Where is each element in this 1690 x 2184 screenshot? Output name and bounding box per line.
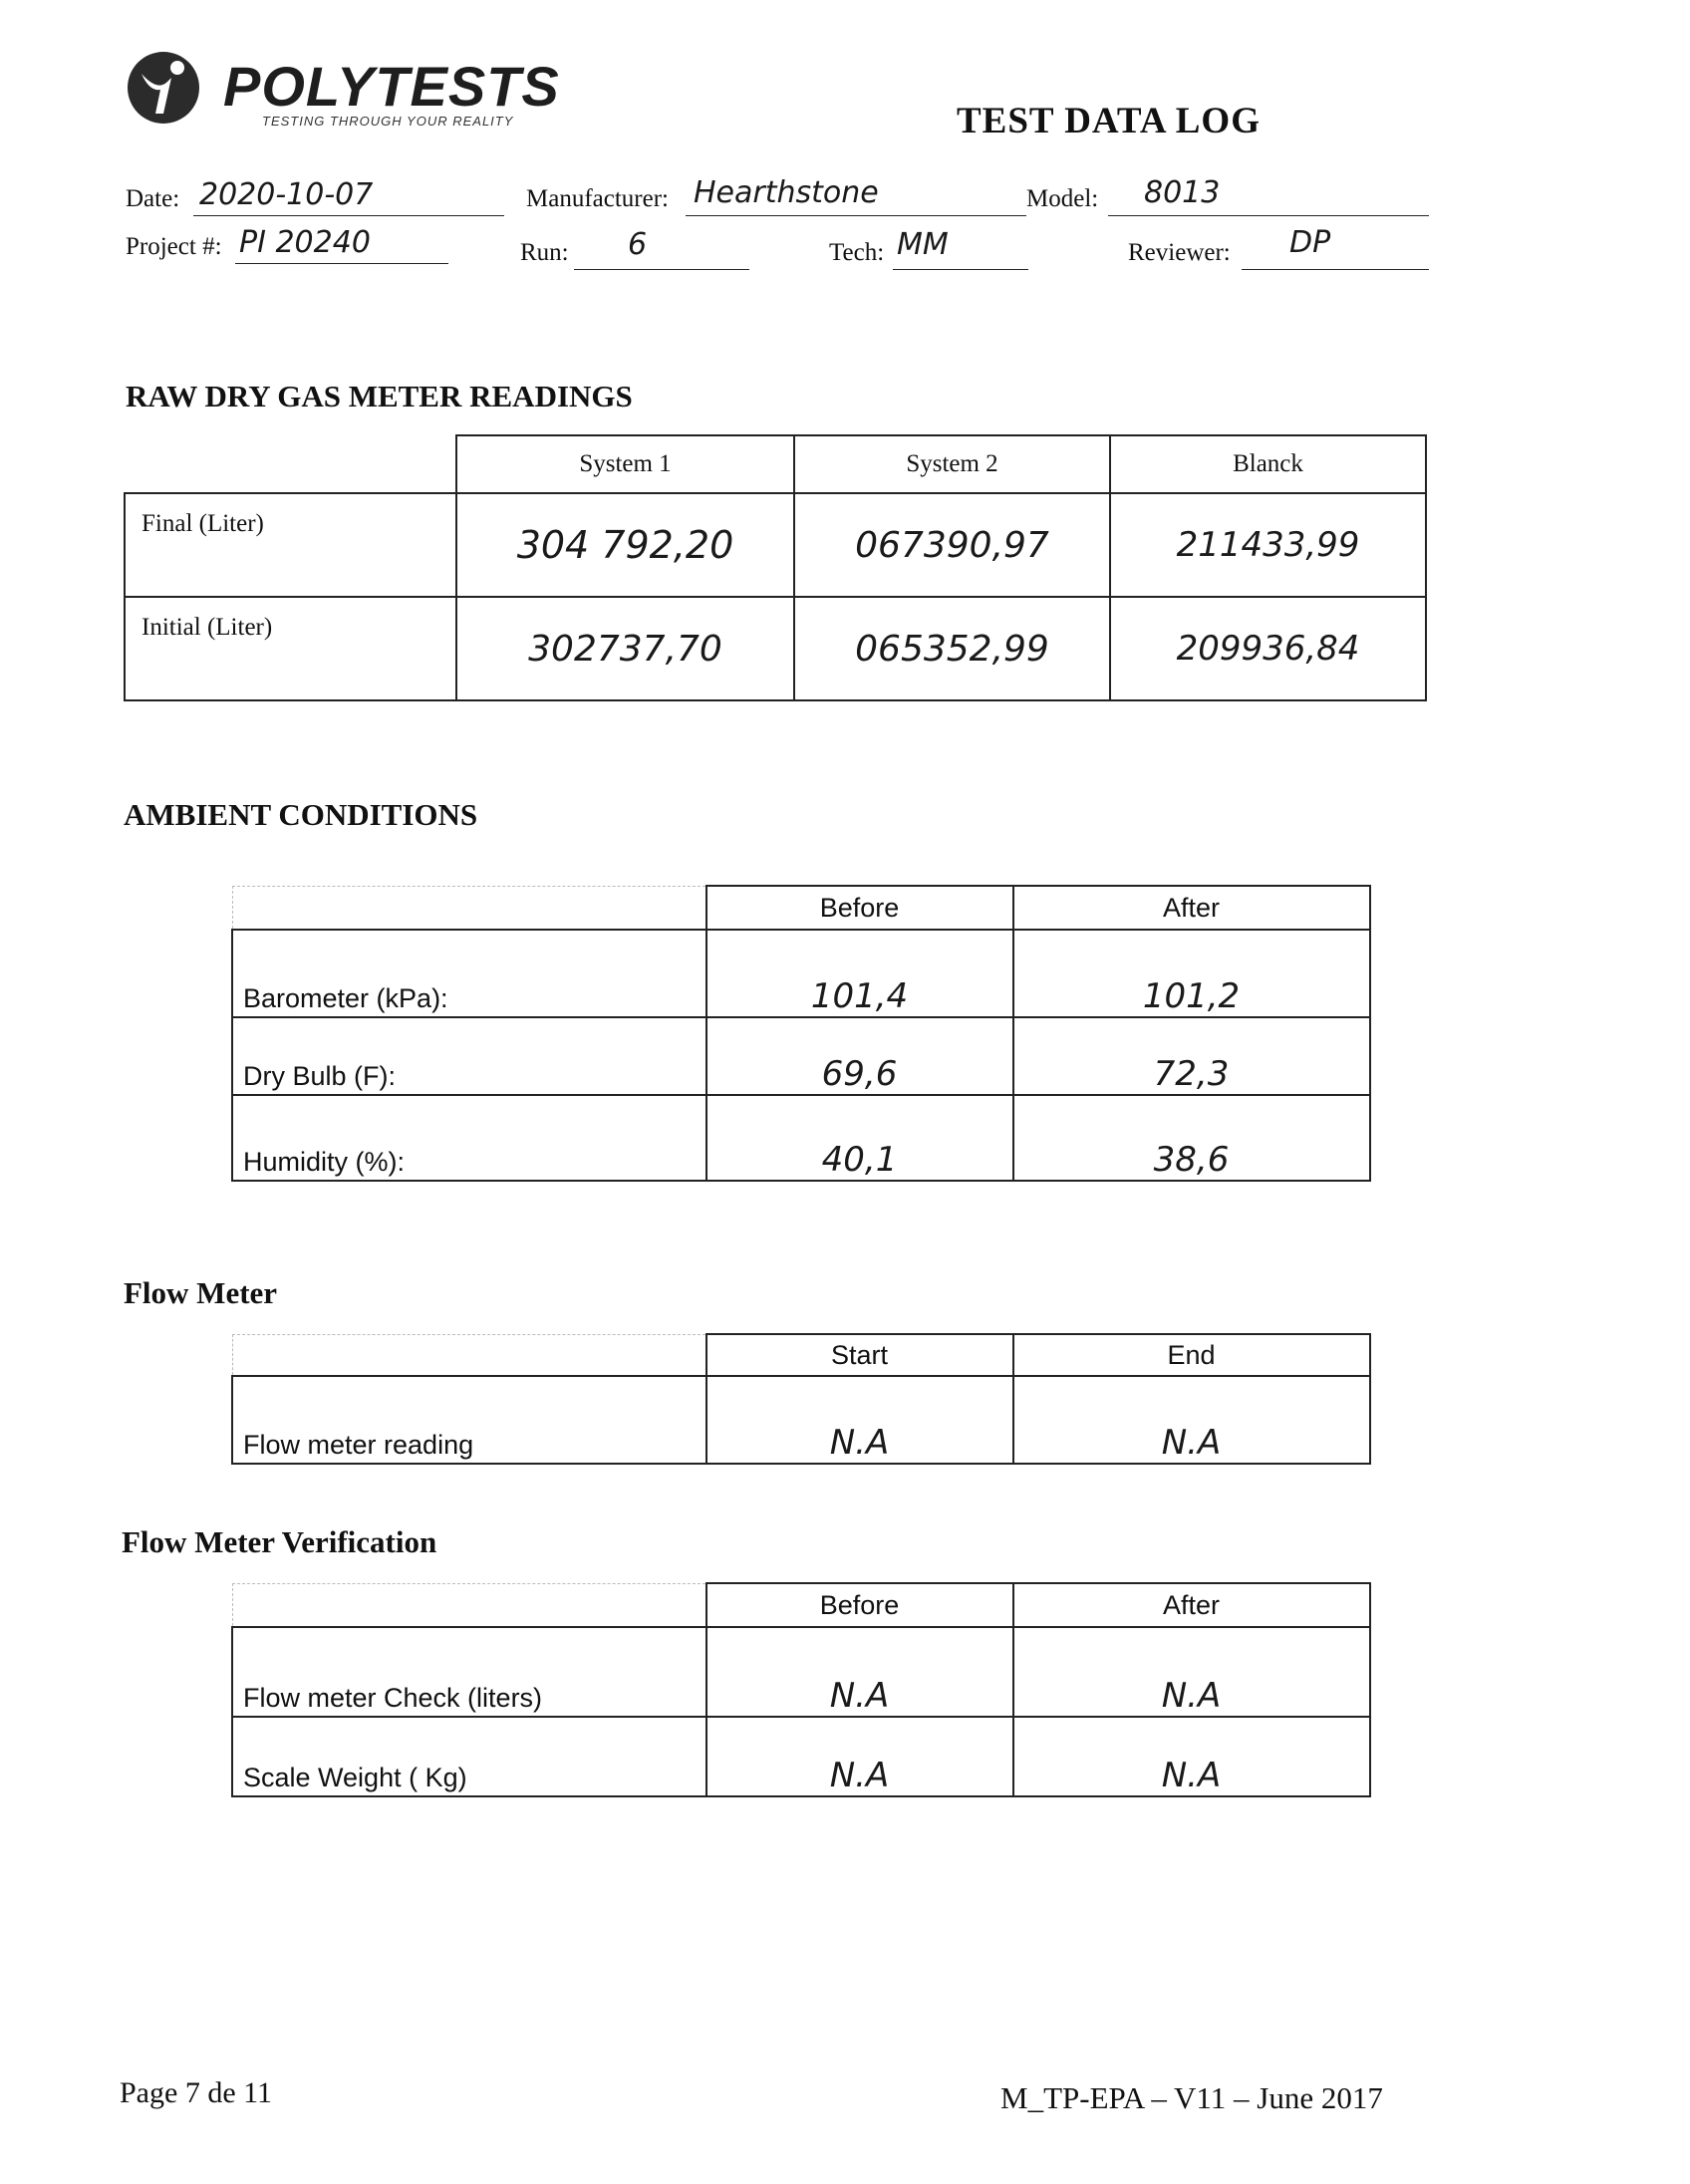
scale-weight-after: N.A — [1013, 1717, 1370, 1796]
table-row — [125, 493, 1426, 597]
final-system-2: 067390,97 — [794, 493, 1110, 597]
row-label-dry-bulb: Dry Bulb (F): — [232, 1017, 706, 1095]
table-row — [232, 1376, 1370, 1464]
flow-verification-section-title: Flow Meter Verification — [122, 1524, 437, 1559]
project-value: PI 20240 — [239, 225, 371, 260]
initial-system-1: 302737,70 — [456, 597, 794, 700]
initial-system-2: 065352,99 — [794, 597, 1110, 700]
table-row — [125, 597, 1426, 700]
dry-bulb-after: 72,3 — [1013, 1017, 1370, 1095]
flow-verification-table — [231, 1582, 1371, 1797]
row-label-scale-weight: Scale Weight ( Kg) — [232, 1717, 706, 1796]
date-value: 2020-10-07 — [199, 177, 374, 212]
reviewer-label: Reviewer: — [1128, 239, 1231, 266]
table-row — [232, 1717, 1370, 1796]
row-label-humidity: Humidity (%): — [232, 1095, 706, 1181]
manufacturer-label: Manufacturer: — [526, 185, 669, 212]
date-field — [193, 177, 504, 216]
reviewer-value: DP — [1289, 225, 1331, 260]
flow-check-after: N.A — [1013, 1627, 1370, 1717]
row-label-final: Final (Liter) — [125, 493, 456, 597]
project-field — [235, 225, 448, 264]
row-label-barometer: Barometer (kPa): — [232, 930, 706, 1017]
table-row — [232, 1095, 1370, 1181]
dry-bulb-before: 69,6 — [706, 1017, 1013, 1095]
run-field — [574, 227, 749, 270]
logo-tagline: TESTING THROUGH YOUR REALITY — [262, 114, 514, 129]
flow-verification-corner — [232, 1583, 706, 1627]
page-number: Page 7 de 11 — [120, 2076, 273, 2109]
manufacturer-value: Hearthstone — [694, 175, 879, 210]
manufacturer-field — [686, 175, 1026, 216]
logo-wordmark: POLYTESTS — [223, 55, 560, 118]
run-label: Run: — [520, 239, 569, 266]
tech-label: Tech: — [829, 239, 885, 266]
col-header-system-2: System 2 — [794, 435, 1110, 493]
col-header-blanck: Blanck — [1110, 435, 1426, 493]
model-value: 8013 — [1144, 175, 1221, 210]
dry-gas-section-title: RAW DRY GAS METER READINGS — [126, 379, 633, 413]
col-header-system-1: System 1 — [456, 435, 794, 493]
company-logo — [128, 52, 576, 132]
col-header-after: After — [1013, 1583, 1370, 1627]
barometer-after: 101,2 — [1013, 930, 1370, 1017]
scale-weight-before: N.A — [706, 1717, 1013, 1796]
table-row — [232, 930, 1370, 1017]
humidity-after: 38,6 — [1013, 1095, 1370, 1181]
flow-meter-section-title: Flow Meter — [124, 1275, 278, 1310]
flow-check-before: N.A — [706, 1627, 1013, 1717]
flow-meter-corner — [232, 1334, 706, 1376]
row-label-initial: Initial (Liter) — [125, 597, 456, 700]
humidity-before: 40,1 — [706, 1095, 1013, 1181]
final-blanck: 211433,99 — [1110, 493, 1426, 597]
col-header-start: Start — [706, 1334, 1013, 1376]
table-row — [232, 1627, 1370, 1717]
reviewer-field — [1242, 225, 1429, 270]
flow-meter-end: N.A — [1013, 1376, 1370, 1464]
date-label: Date: — [126, 185, 180, 212]
ambient-table — [231, 885, 1371, 1182]
col-header-end: End — [1013, 1334, 1370, 1376]
col-header-before: Before — [706, 1583, 1013, 1627]
col-header-before: Before — [706, 886, 1013, 930]
flow-meter-start: N.A — [706, 1376, 1013, 1464]
row-label-flow-meter-check: Flow meter Check (liters) — [232, 1627, 706, 1717]
run-value: 6 — [628, 227, 648, 262]
document-title: TEST DATA LOG — [957, 101, 1261, 141]
tech-value: MM — [897, 227, 949, 262]
col-header-after: After — [1013, 886, 1370, 930]
ambient-section-title: AMBIENT CONDITIONS — [124, 797, 478, 832]
ambient-corner — [232, 886, 706, 930]
model-field — [1108, 175, 1429, 216]
row-label-flow-meter-reading: Flow meter reading — [232, 1376, 706, 1464]
table-row — [232, 1017, 1370, 1095]
tech-field — [893, 227, 1028, 270]
dry-gas-corner — [125, 435, 456, 493]
initial-blanck: 209936,84 — [1110, 597, 1426, 700]
document-reference: M_TP-EPA – V11 – June 2017 — [1000, 2080, 1383, 2115]
dry-gas-table — [124, 434, 1427, 701]
project-label: Project #: — [126, 233, 222, 260]
final-system-1: 304 792,20 — [456, 493, 794, 597]
logo-figure-icon — [128, 52, 199, 124]
barometer-before: 101,4 — [706, 930, 1013, 1017]
flow-meter-table — [231, 1333, 1371, 1465]
model-label: Model: — [1026, 185, 1099, 212]
